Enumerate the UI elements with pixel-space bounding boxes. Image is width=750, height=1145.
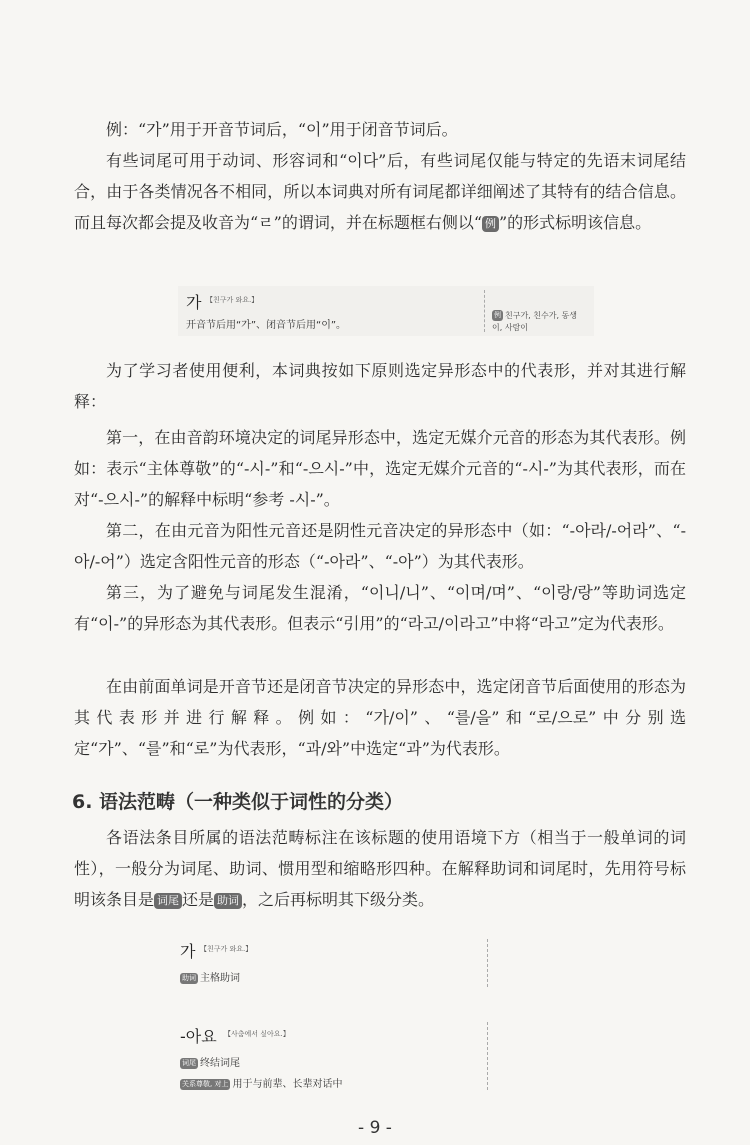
particle-badge: 助词 — [214, 893, 242, 909]
paragraph-first-principle: 第一，在由音韵环境决定的词尾异形态中，选定无媒介元音的形态为其代表形。例如：表示“主体尊敬”的“-시-”和“-으시-”中，选定无媒介元音的“-시-”为其代表形，而在对“-으시-”的解释中标明“参考 -시-”。 — [74, 428, 686, 509]
sample-description: 开音节后用“가”、闭音节后用“이”。 — [186, 320, 347, 331]
sample-entry-ayo — [172, 1018, 590, 1094]
ending-badge: 词尾 — [182, 1059, 196, 1067]
sample-category-line — [180, 969, 240, 984]
sample-word: 가 — [186, 293, 202, 312]
sample-usage-description: 用于与前辈、长辈对话中 — [232, 1079, 343, 1090]
sample-word: -아요 — [180, 1027, 217, 1046]
sample-category-line — [180, 1054, 240, 1069]
sample-divider — [484, 290, 485, 332]
sample-entry-ga-2 — [172, 935, 590, 991]
sample-description: 终结词尾 — [200, 1058, 240, 1069]
paragraph-second-principle: 第二，在由元音为阳性元音还是阴性元音决定的异形态中（如：“-아라/-어라”、“-아/-어”）选定含阳性元音的形态（“-아라”、“-아”）为其代表形。 — [74, 521, 686, 571]
paragraph-text: 各语法条目所属的语法范畴标注在该标题的使用语境下方（相当于一般单词的词性），一般分为词尾、助词、惯用型和缩略形四种。在解释助词和词尾时，先用符号标明该条目是 — [74, 828, 686, 909]
sample-tag: 【친구가 와요.】 — [206, 296, 259, 304]
sample-divider — [487, 1022, 488, 1090]
sample-tag: 【친구가 와요.】 — [200, 945, 253, 953]
paragraph-text: ，之后再标明其下级分类。 — [242, 890, 435, 909]
paragraph-text: 有些词尾可用于动词、形容词和“이다”后，有些词尾仅能与特定的先语末词尾结合，由于各类情况各不相同，所以本词典对所有词尾都详细阐述了其特有的结合信息。而且每次都会提及收音为“ㄹ”的谓词，并在标题框右侧以“ — [74, 151, 686, 232]
sample-description: 主格助词 — [200, 973, 240, 984]
paragraph-grammar-category — [74, 822, 686, 915]
paragraph-representative-form: 为了学习者使用便利，本词典按如下原则选定异形态中的代表形，并对其进行解释： — [74, 361, 686, 411]
sample-side-info — [492, 310, 577, 334]
sample-tag: 【사춤에서 싶아요.】 — [224, 1030, 290, 1038]
paragraph-third-principle: 第三，为了避免与词尾发生混淆，“이니/니”、“이며/며”、“이랑/랑”等助词选定有“이-”的异形态为其代表形。但表示“引用”的“라고/이라고”中将“라고”定为代表形。 — [74, 583, 686, 633]
example-badge: 例 — [482, 216, 499, 232]
sample-usage-line — [180, 1075, 342, 1090]
paragraph-open-closed-syllable: 在由前面单词是开音节还是闭音节决定的异形态中，选定闭音节后面使用的形态为其代表形并进行解释。例如：“가/이”、“를/을”和“로/으로”中分别选定“가”、“를”和“로”为代表形，“과/와”中选定“과”为代表形。 — [74, 677, 686, 758]
page-number: - 9 - — [358, 1118, 392, 1138]
intro-example: 例：“가”用于开音节词后，“이”用于闭音节词后。 — [106, 120, 458, 139]
usage-badge: 关系尊敬, 对上 — [182, 1080, 229, 1088]
paragraph-text: ”的形式标明该信息。 — [499, 213, 652, 232]
sample-divider — [487, 939, 488, 987]
ending-badge: 词尾 — [154, 893, 182, 909]
paragraph-text: 还是 — [182, 890, 215, 909]
example-badge: 例 — [494, 311, 501, 319]
sample-word: 가 — [180, 942, 196, 961]
sample-side-line: 친구가, 친수가, 동생 — [505, 311, 577, 320]
particle-badge: 助词 — [182, 974, 196, 982]
sample-side-line: 이, 사람이 — [492, 323, 528, 332]
paragraph-ending-combination — [74, 145, 686, 238]
sample-entry-ga-1 — [178, 286, 594, 336]
section-heading: 6. 语法范畴（一种类似于词性的分类） — [72, 791, 404, 813]
